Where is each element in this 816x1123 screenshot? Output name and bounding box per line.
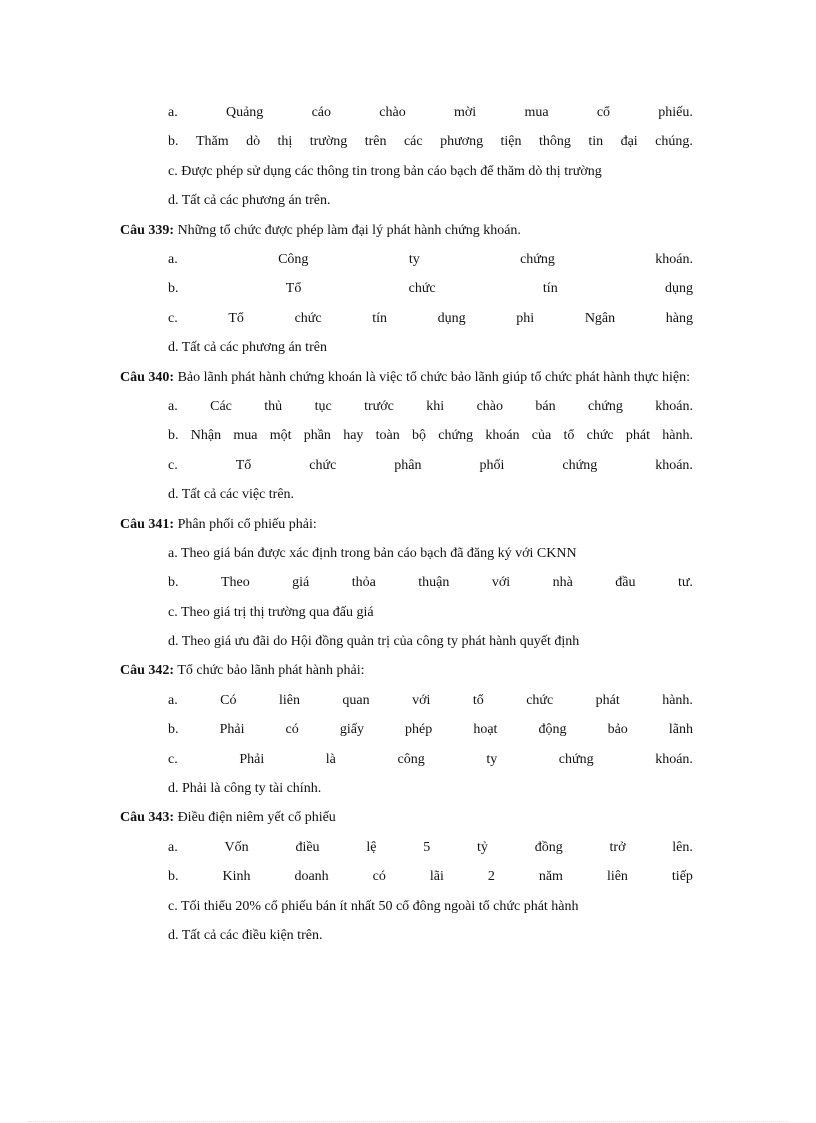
word: lãi <box>429 869 444 885</box>
word: chức <box>526 692 554 708</box>
question-text: Điều điện niêm yết cổ phiếu <box>177 810 336 826</box>
word: chào <box>476 398 504 414</box>
word: tục <box>314 398 332 414</box>
word: có <box>285 722 299 738</box>
word: có <box>372 869 386 885</box>
word: ty <box>408 251 420 267</box>
word: tiện <box>500 134 522 150</box>
word: phối <box>479 457 505 473</box>
question-text: Phân phối cổ phiếu phải: <box>177 516 317 532</box>
word: tổ <box>563 428 575 444</box>
word: phiếu. <box>658 105 693 120</box>
answer-option <box>168 862 693 891</box>
word: chào <box>379 105 406 120</box>
word: b. <box>168 281 179 297</box>
word: tư. <box>677 575 693 591</box>
word: Tổ <box>235 457 252 473</box>
word: với <box>491 575 511 591</box>
word: khoán. <box>655 251 693 267</box>
answer-option <box>168 715 693 744</box>
question-number: Câu 341: <box>120 516 175 532</box>
word: a. <box>168 839 178 855</box>
word: khi <box>426 398 445 414</box>
word: c. <box>168 310 178 326</box>
word: chứng <box>588 398 623 414</box>
answer-option <box>168 304 693 333</box>
word: hoạt <box>473 722 498 738</box>
word: chúng. <box>655 134 693 150</box>
answer-option: d. Phải là công ty tài chính. <box>168 781 322 797</box>
word: đầu <box>615 575 636 591</box>
word: Tổ <box>285 281 302 297</box>
word: của <box>531 428 552 444</box>
word: với <box>412 692 431 708</box>
answer-option <box>168 245 693 274</box>
word: tín <box>542 281 558 297</box>
word: khoán. <box>655 398 693 414</box>
answer-option: d. Theo giá ưu đãi do Hội đồng quản trị của công ty phát hành quyết định <box>168 634 580 650</box>
answer-option <box>168 421 693 450</box>
word: b. <box>168 869 179 885</box>
question <box>120 363 693 392</box>
answer-option <box>168 127 693 156</box>
word: phi <box>516 310 535 326</box>
answer-option <box>168 392 693 421</box>
word: mua <box>233 428 258 444</box>
word: thuận <box>418 575 450 591</box>
document-page <box>0 98 816 950</box>
answer-option: d. Tất cả các phương án trên <box>168 340 327 356</box>
word: một <box>269 428 292 444</box>
answer-option <box>168 451 693 480</box>
word: giá <box>292 575 310 591</box>
answer-option <box>168 833 693 862</box>
word: cổ <box>596 105 611 120</box>
word: tiếp <box>671 869 693 885</box>
word: thông <box>538 134 571 150</box>
word: dụng <box>437 310 466 326</box>
word: năm <box>538 869 563 885</box>
answer-option: c. Tối thiểu 20% cổ phiếu bán ít nhất 50 cổ đông ngoài tổ chức phát hành <box>168 898 579 914</box>
word: đồng <box>534 839 563 855</box>
word: công <box>397 751 425 767</box>
word: trở <box>609 839 626 855</box>
answer-option <box>168 568 693 597</box>
word: thủ <box>264 398 283 414</box>
word: dụng <box>664 281 693 297</box>
word: Kinh <box>222 869 251 885</box>
answer-option: d. Tất cả các điều kiện trên. <box>168 928 323 944</box>
answer-option: d. Tất cả các việc trên. <box>168 487 295 503</box>
answer-option <box>168 98 693 127</box>
word: chức <box>309 457 337 473</box>
word: b. <box>168 575 179 591</box>
word: b. <box>168 428 179 444</box>
question <box>120 656 693 685</box>
page-bottom-border <box>28 1121 788 1122</box>
question-text: Những tổ chức được phép làm đại lý phát hành chứng khoán. <box>177 222 521 238</box>
question-number: Câu 339: <box>120 222 175 238</box>
word: chức <box>408 281 436 297</box>
word: phép <box>405 722 433 738</box>
word: chứng <box>562 457 598 473</box>
word: thỏa <box>351 575 376 591</box>
word: phân <box>394 457 422 473</box>
word: Có <box>220 692 237 708</box>
word: ty <box>486 751 498 767</box>
word: nhà <box>552 575 573 591</box>
word: a. <box>168 105 178 120</box>
word: lên. <box>672 839 693 855</box>
question-text: Tổ chức bảo lãnh phát hành phải: <box>177 663 365 679</box>
word: b. <box>168 722 179 738</box>
question-number: Câu 343: <box>120 810 175 826</box>
question <box>120 216 693 245</box>
word: lãnh <box>668 722 693 738</box>
word: hay <box>343 428 364 444</box>
word: mua <box>524 105 549 120</box>
word: doanh <box>294 869 329 885</box>
word: 2 <box>487 869 495 885</box>
word: Các <box>210 398 232 414</box>
word: phương <box>440 134 484 150</box>
word: a. <box>168 251 178 267</box>
word: liên <box>606 869 628 885</box>
word: 5 <box>423 839 431 855</box>
word: Thăm <box>195 134 229 150</box>
question-text: Bảo lãnh phát hành chứng khoán là việc tổ chức bảo lãnh giúp tổ chức phát hành thực hiện: <box>177 369 690 385</box>
word: Công <box>278 251 309 267</box>
answer-option <box>168 686 693 715</box>
word: toàn <box>375 428 400 444</box>
word: dò <box>246 134 261 150</box>
question-number: Câu 342: <box>120 663 175 679</box>
answer-option <box>168 745 693 774</box>
word: hành. <box>662 428 693 444</box>
word: bảo <box>607 722 628 738</box>
word: Tổ <box>228 310 244 326</box>
word: bộ <box>412 428 427 444</box>
word: Nhận <box>190 428 222 444</box>
word: các <box>403 134 423 150</box>
word: phát <box>625 428 650 444</box>
word: hành. <box>662 692 693 708</box>
word: động <box>538 722 567 738</box>
word: phát <box>595 692 620 708</box>
word: trước <box>364 398 394 414</box>
answer-option: d. Tất cả các phương án trên. <box>168 193 331 209</box>
word: phần <box>303 428 331 444</box>
word: khoán <box>485 428 520 444</box>
answer-option: a. Theo giá bán được xác định trong bản cáo bạch đã đăng ký với CKNN <box>168 545 577 561</box>
word: tin <box>588 134 604 150</box>
word: giấy <box>339 722 364 738</box>
word: c. <box>168 751 178 767</box>
word: b. <box>168 134 179 150</box>
question <box>120 803 693 832</box>
word: Phải <box>239 751 265 767</box>
word: thị <box>277 134 293 150</box>
word: Theo <box>220 575 250 591</box>
word: chứng <box>438 428 474 444</box>
word: liên <box>278 692 300 708</box>
word: a. <box>168 398 178 414</box>
word: chứng <box>558 751 594 767</box>
word: c. <box>168 457 178 473</box>
word: tín <box>372 310 387 326</box>
word: Vốn <box>224 839 249 855</box>
answer-option <box>168 274 693 303</box>
word: chức <box>294 310 322 326</box>
word: tỷ <box>477 839 488 855</box>
word: trên <box>364 134 387 150</box>
word: Phải <box>219 722 245 738</box>
word: mời <box>453 105 477 120</box>
answer-option: c. Được phép sử dụng các thông tin trong bản cáo bạch để thăm dò thị trường <box>168 163 602 179</box>
word: trường <box>309 134 348 150</box>
question <box>120 510 693 539</box>
word: là <box>325 751 336 767</box>
word: điều <box>295 839 320 855</box>
question-number: Câu 340: <box>120 369 175 385</box>
word: chứng <box>520 251 555 267</box>
word: quan <box>342 692 370 708</box>
word: đại <box>620 134 638 150</box>
word: chức <box>586 428 614 444</box>
word: cáo <box>311 105 332 120</box>
word: lệ <box>366 839 377 855</box>
word: hàng <box>665 310 693 326</box>
word: Ngân <box>584 310 616 326</box>
word: Quảng <box>225 105 264 120</box>
word: bán <box>535 398 556 414</box>
answer-option: c. Theo giá trị thị trường qua đấu giá <box>168 604 374 620</box>
word: khoán. <box>655 751 693 767</box>
word: tổ <box>472 692 484 708</box>
word: khoán. <box>655 457 693 473</box>
word: a. <box>168 692 178 708</box>
